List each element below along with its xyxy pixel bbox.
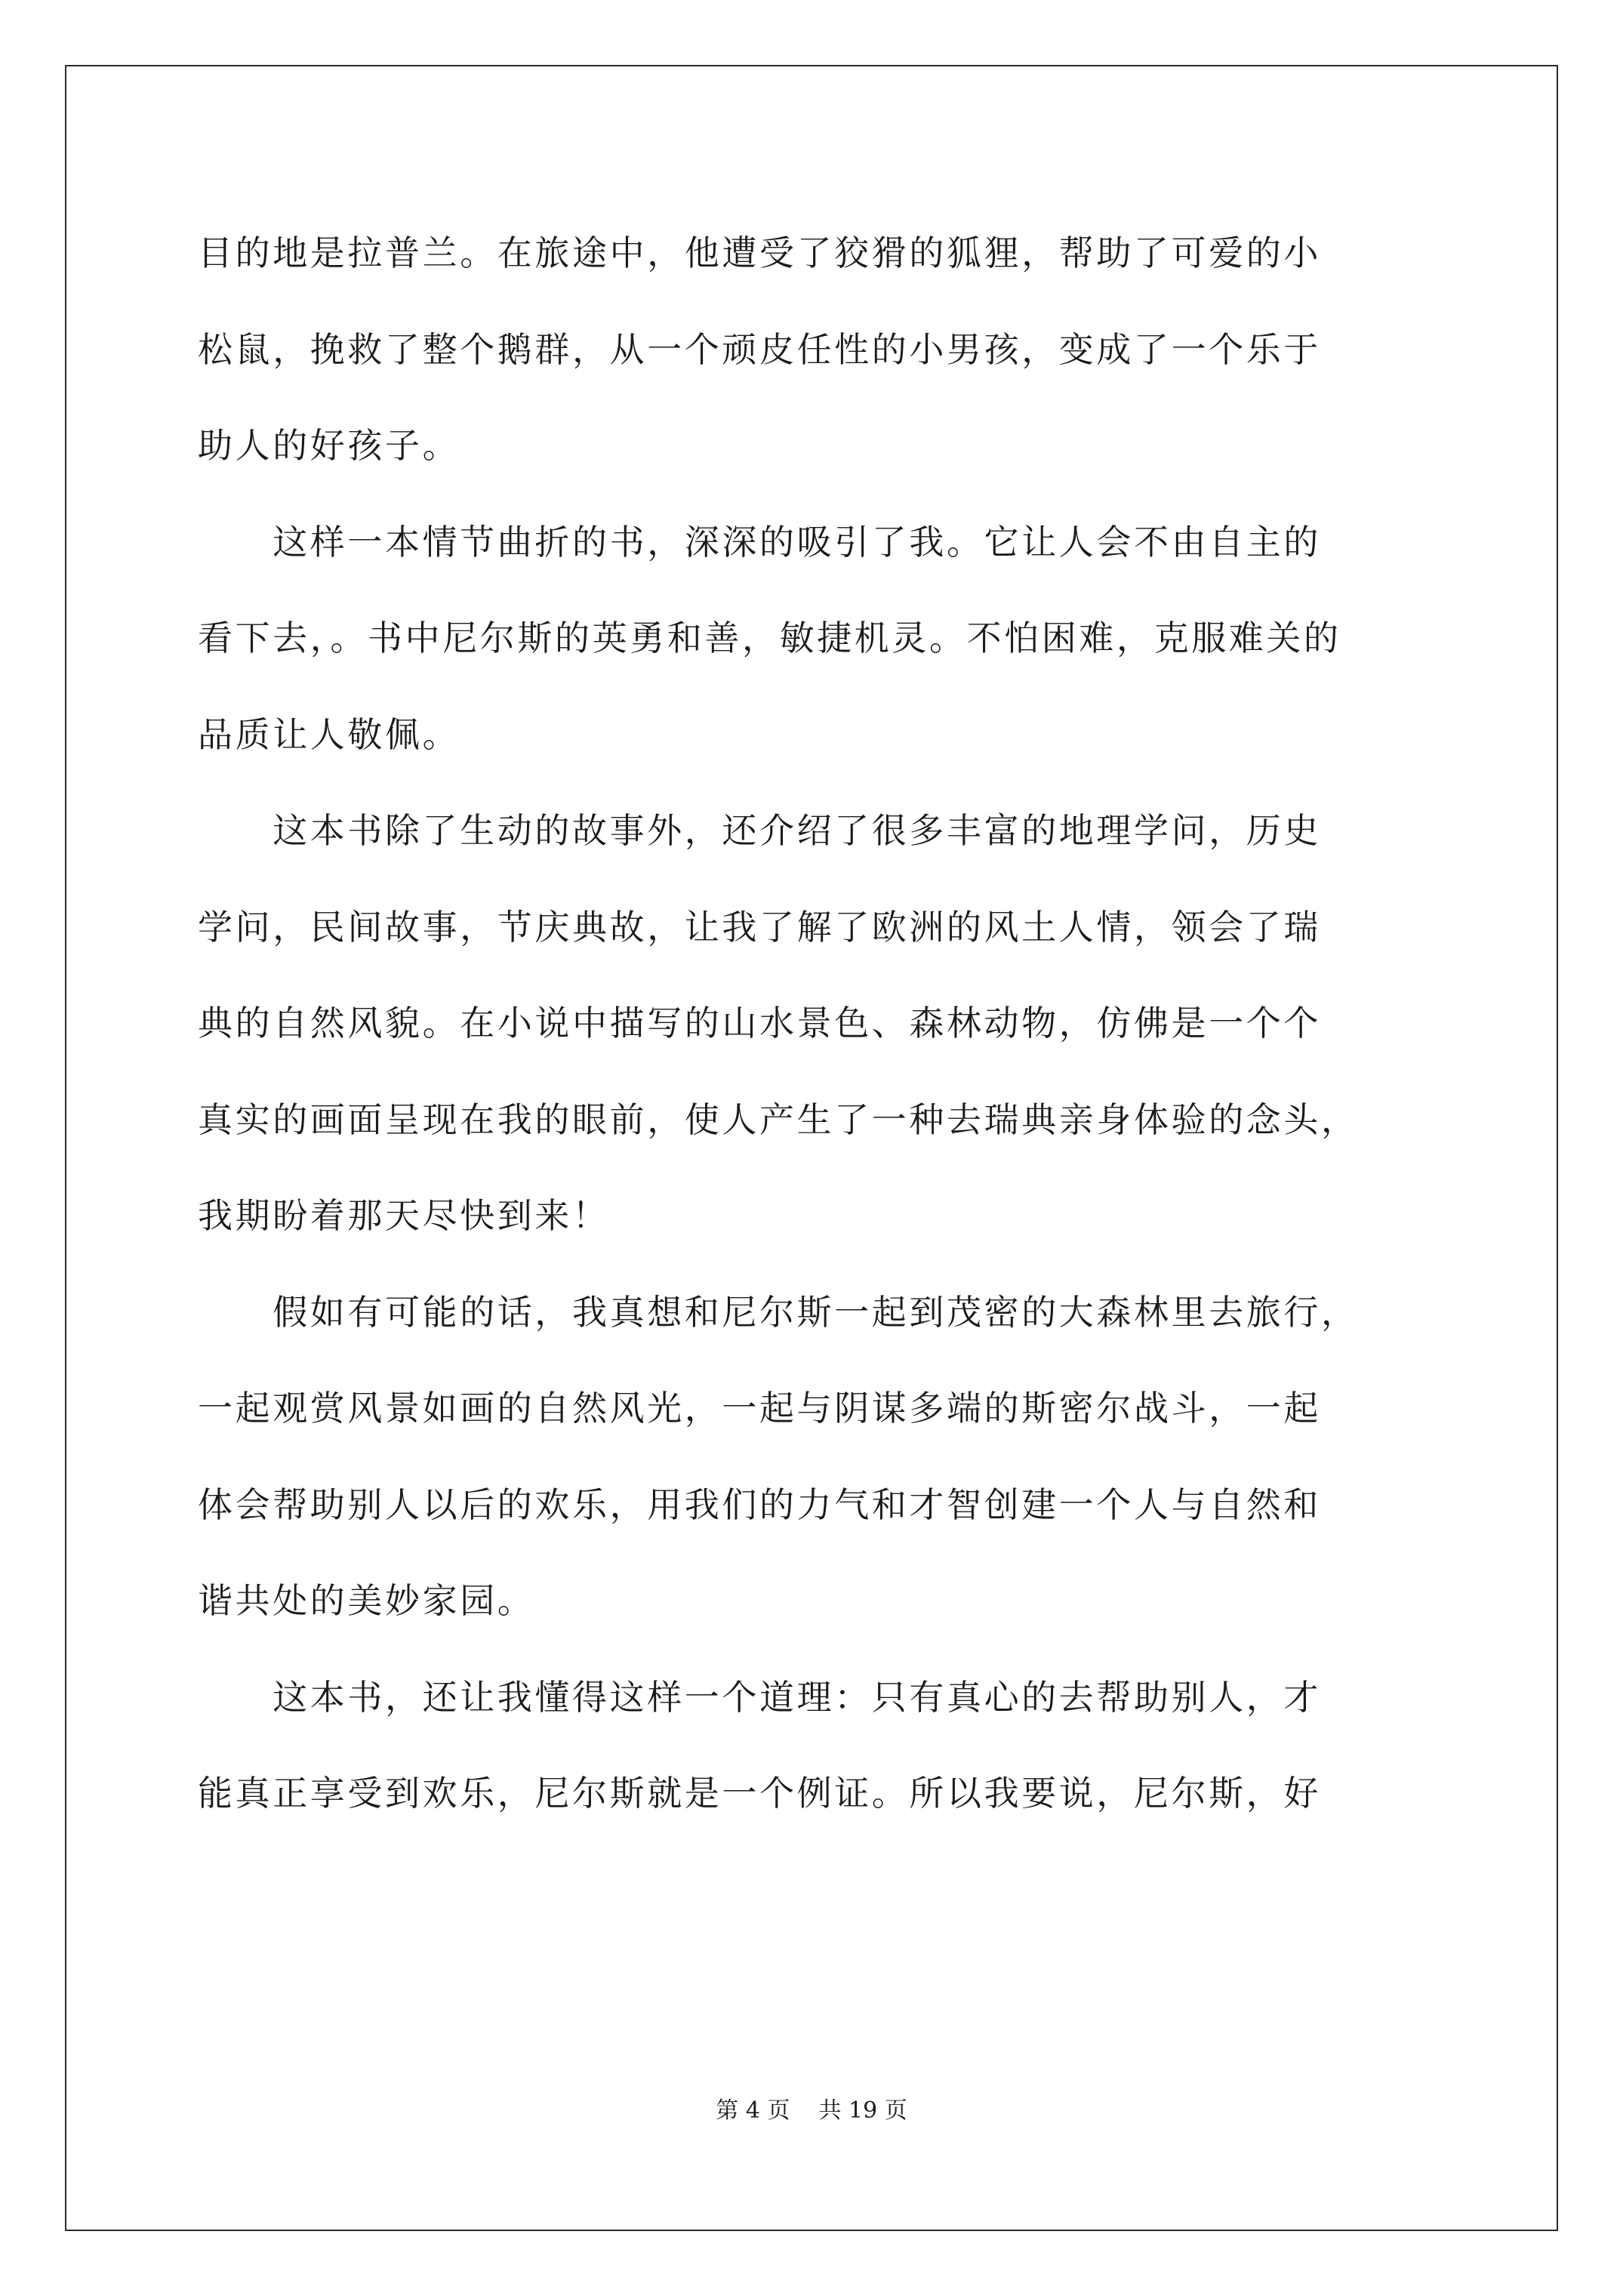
text-line: 能真正享受到欢乐，尼尔斯就是一个例证。所以我要说，尼尔斯，好 xyxy=(198,1773,1321,1814)
text-line: 松鼠，挽救了整个鹅群，从一个顽皮任性的小男孩，变成了一个乐于 xyxy=(198,328,1321,370)
text-line: 品质让人敬佩。 xyxy=(198,713,460,755)
text-line: 谐共处的美妙家园。 xyxy=(198,1580,535,1621)
page-total: 共 19 页 xyxy=(818,2097,907,2124)
text-line: 看下去，。书中尼尔斯的英勇和善，敏捷机灵。不怕困难，克服难关的 xyxy=(198,618,1341,658)
text-line: 假如有可能的话，我真想和尼尔斯一起到茂密的大森林里去旅行， xyxy=(198,1291,1359,1333)
text-line: 我期盼着那天尽快到来！ xyxy=(198,1195,610,1236)
text-line: 真实的画面呈现在我的眼前，使人产生了一种去瑞典亲身体验的念头， xyxy=(198,1099,1359,1140)
text-line: 这样一本情节曲折的书，深深的吸引了我。它让人会不由自主的 xyxy=(198,521,1321,562)
text-line: 一起观赏风景如画的自然风光，一起与阴谋多端的斯密尔战斗，一起 xyxy=(198,1388,1321,1428)
page-footer xyxy=(0,2096,1623,2126)
text-line: 这本书除了生动的故事外，还介绍了很多丰富的地理学问，历史 xyxy=(198,810,1321,851)
text-line: 典的自然风貌。在小说中描写的山水景色、森林动物，仿佛是一个个 xyxy=(198,1003,1321,1043)
document-body xyxy=(198,205,1436,1842)
text-line: 助人的好孩子。 xyxy=(198,425,460,466)
text-line: 学问，民间故事，节庆典故，让我了解了欧洲的风土人情，领会了瑞 xyxy=(198,906,1321,948)
page-number: 第 4 页 xyxy=(716,2097,790,2124)
text-line: 体会帮助别人以后的欢乐，用我们的力气和才智创建一个人与自然和 xyxy=(198,1484,1321,1525)
text-line: 这本书，还让我懂得这样一个道理：只有真心的去帮助别人，才 xyxy=(198,1676,1321,1718)
text-line: 目的地是拉普兰。在旅途中，他遭受了狡猾的狐狸，帮助了可爱的小 xyxy=(198,233,1321,273)
